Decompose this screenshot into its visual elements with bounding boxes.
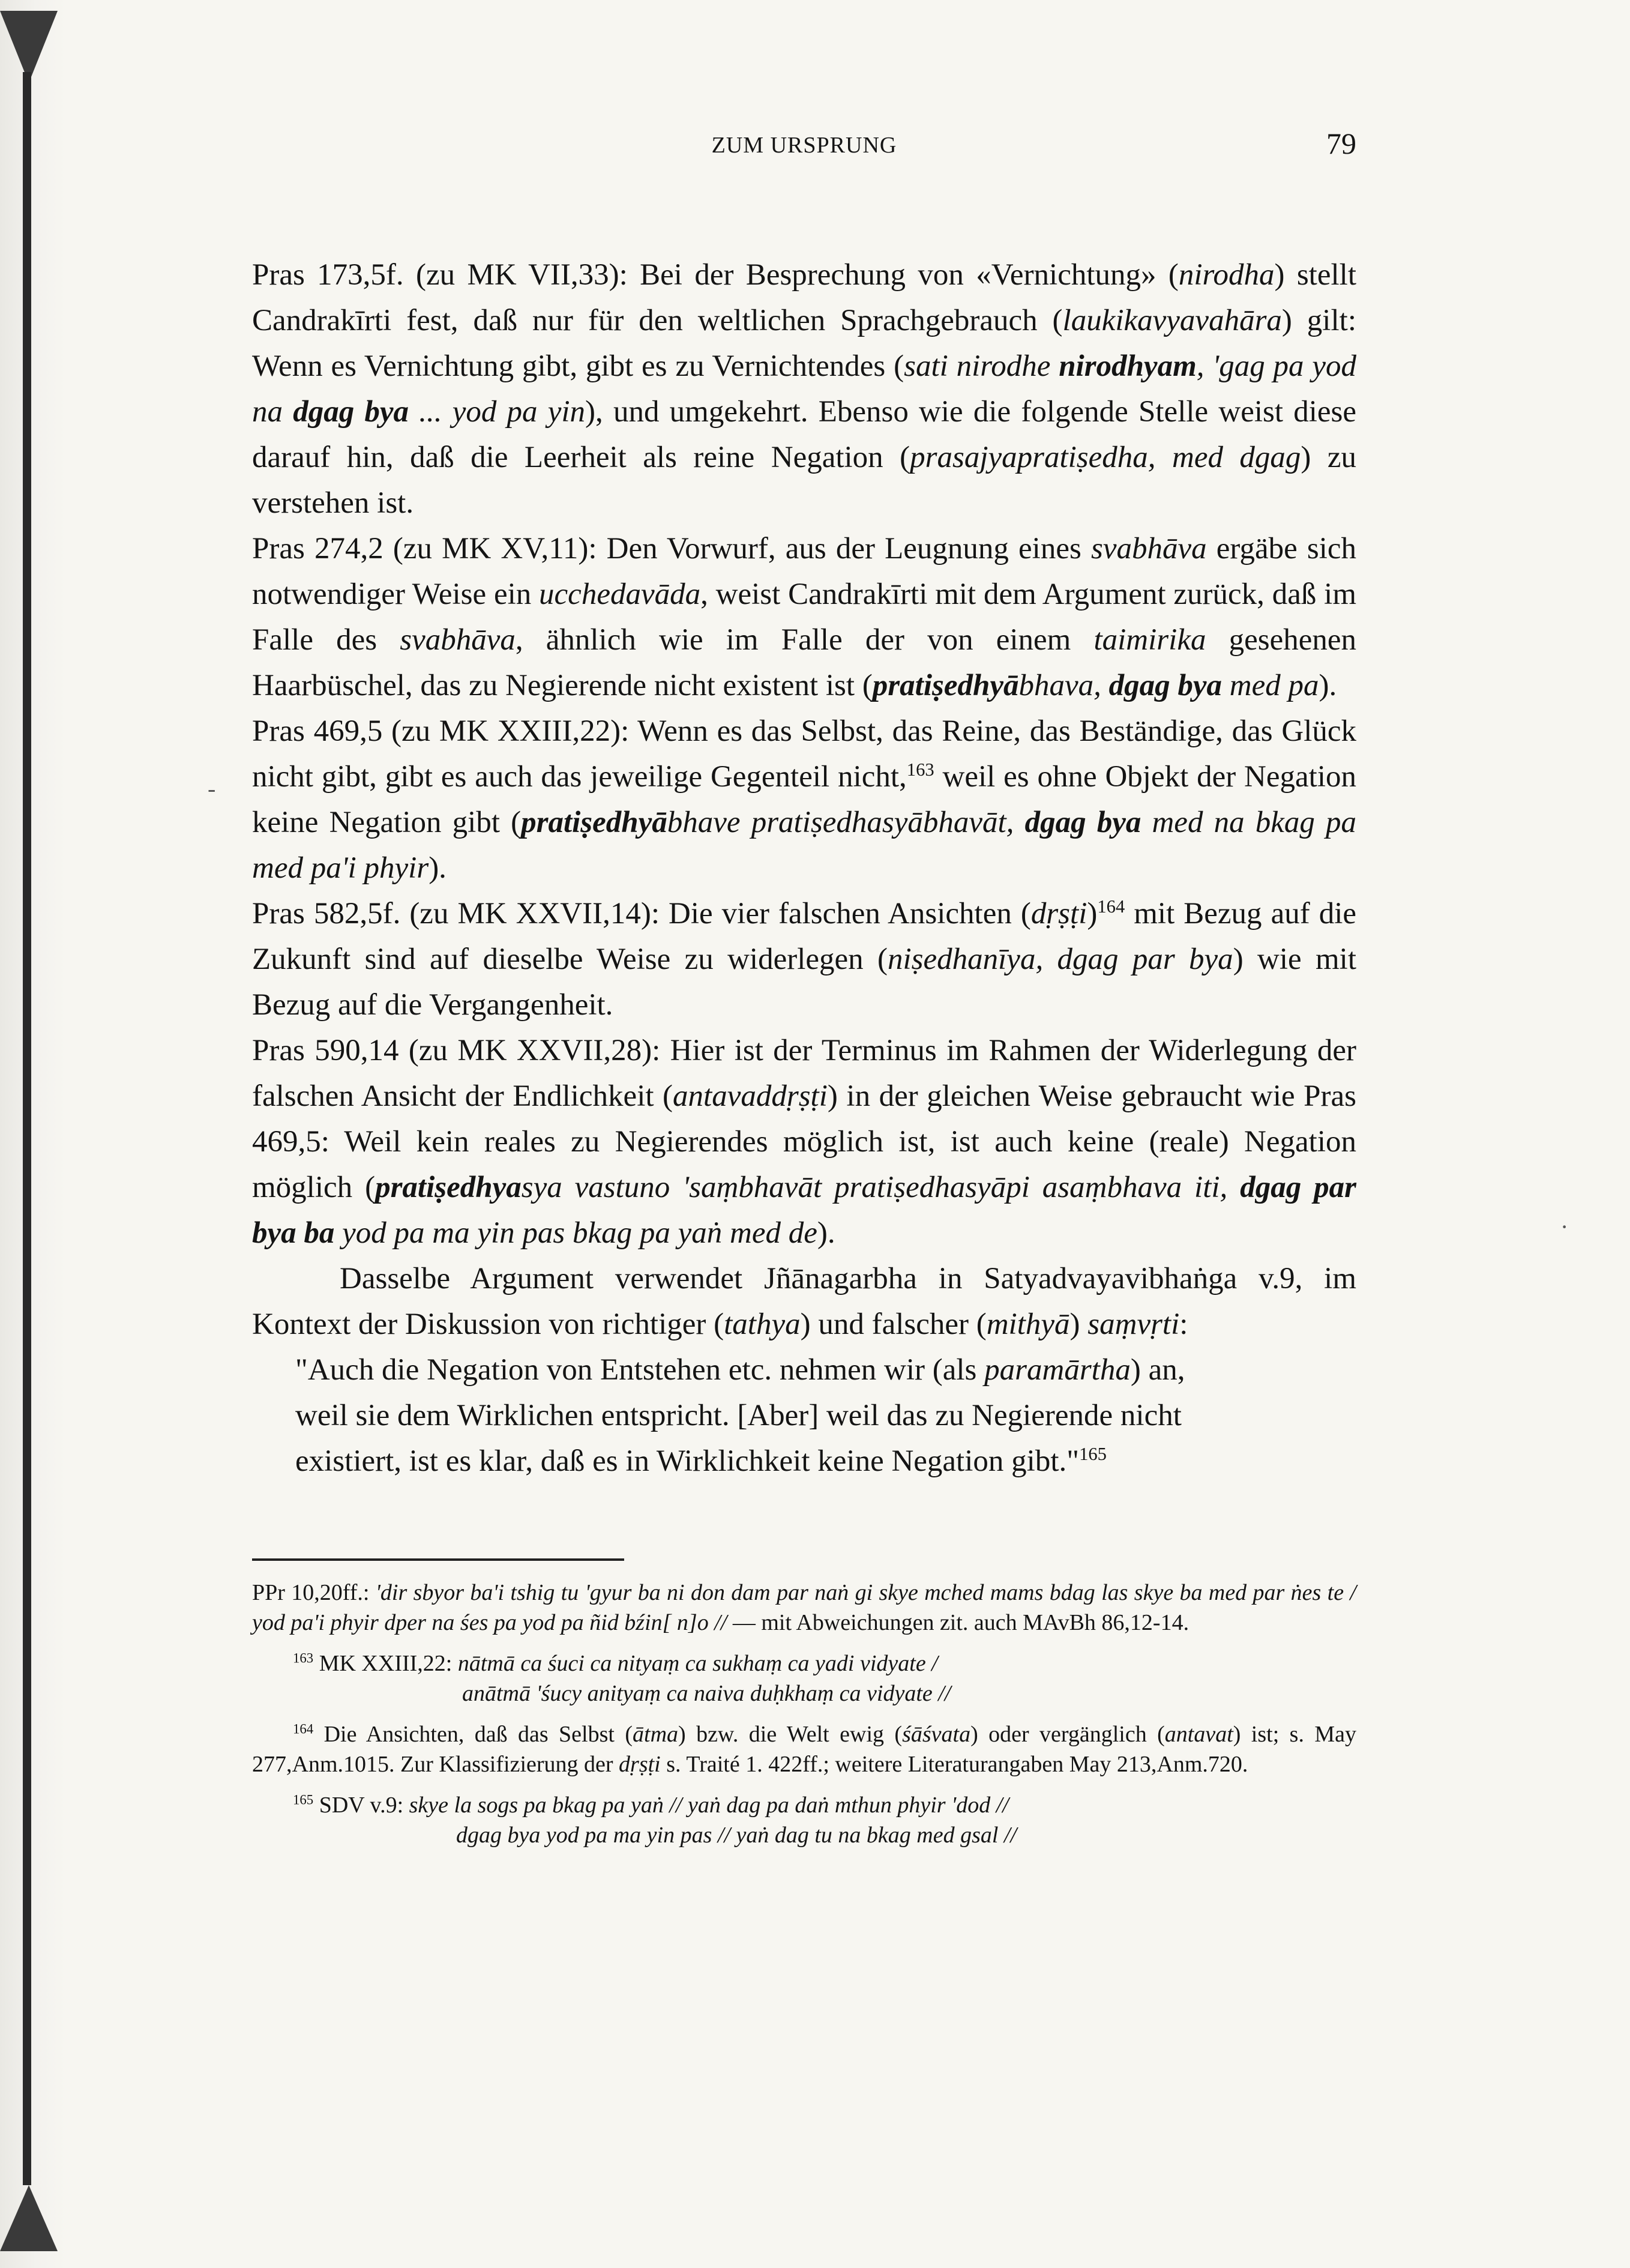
main-text bbox=[252, 252, 1356, 1484]
footnote-164: $^{164}$ Die Ansichten, daß das Selbst (ātma) bzw. die Welt ewig (śāśvata) oder vergänglich (antavat) ist; s. May 277,Anm.1015. Zur Klassifizierung der dṛṣṭi s. Traité 1. 422ff.; weitere Literaturangaben May 213,Anm.720. bbox=[252, 1721, 1356, 1777]
binding-edge-line bbox=[23, 72, 31, 2185]
footnote-ref-165: 165 bbox=[1079, 1444, 1107, 1464]
paragraph-pras-274: Pras 274,2 (zu MK XV,11): Den Vorwurf, aus der Leugnung eines svabhāva ergäbe sich notwendiger Weise ein ucchedavāda, weist Candrakīrti mit dem Argument zurück, daß im Falle des svabhāva, ähnlich wie im Falle der von einem taimirika gesehenen Haarbüschel, das zu Negierende nicht existent ist (pratiṣedhyābhava, dgag bya med pa). bbox=[252, 532, 1357, 702]
block-quote: "Auch die Negation von Entstehen etc. nehmen wir (als paramārtha) an, weil sie dem Wirklichen entspricht. [Aber] weil das zu Negierende nicht existiert, ist es klar, daß es in Wirklichkeit keine Negation gibt."$^{165}$ bbox=[295, 1353, 1185, 1478]
margin-dash-mark: - bbox=[208, 775, 216, 802]
binding-bottom-mark bbox=[0, 2185, 58, 2251]
book-binding-shadow bbox=[0, 0, 66, 2268]
footnote-165: $^{165}$ SDV v.9: skye la sogs pa bkag pa yaṅ // yaṅ dag pa daṅ mthun phyir 'dod // dgag bya yod pa ma yin pas // yaṅ dag tu na bkag med gsal // bbox=[293, 1792, 1017, 1848]
paragraph-pras-582: Pras 582,5f. (zu MK XXVII,14): Die vier falschen Ansichten (dṛṣṭi)$^{164}$ mit Bezug auf die Zukunft sind auf dieselbe Weise zu widerlegen (niṣedhanīya, dgag par bya) wie mit Bezug auf die Vergangenheit. bbox=[252, 896, 1356, 1022]
running-header bbox=[252, 126, 1356, 168]
footnote-continuation: PPr 10,20ff.: 'dir sbyor ba'i tshig tu 'gyur ba ni don dam par naṅ gi skye mched mams bdag las skye ba med par ṅes te / yod pa'i phyir dper na śes pa yod pa ñid bźin[ n]o // — mit Abweichungen zit. auch MAvBh 86,12-14. bbox=[252, 1580, 1356, 1635]
running-title: ZUM URSPRUNG bbox=[711, 133, 897, 158]
paragraph-pras-469: Pras 469,5 (zu MK XXIII,22): Wenn es das Selbst, das Reine, das Beständige, das Glück nicht gibt, gibt es auch das jeweilige Gegenteil nicht,$^{163}$ weil es ohne Objekt der Negation keine Negation gibt (pratiṣedhyābhave pratiṣedhasyābhavāt, dgag bya med na bkag pa med pa'i phyir). bbox=[252, 714, 1356, 885]
footnote-163: $^{163}$ MK XXIII,22: nātmā ca śuci ca nityaṃ ca sukhaṃ ca yadi vidyate / anātmā 'śucy anityaṃ ca naiva duḥkhaṃ ca vidyate // bbox=[293, 1650, 951, 1706]
paragraph-pras-173: Pras 173,5f. (zu MK VII,33): Bei der Besprechung von «Vernichtung» (nirodha) stellt Candrakīrti fest, daß nur für den weltlichen Sprachgebrauch (laukikavyavahāra) gilt: Wenn es Vernichtung gibt, gibt es zu Vernichtendes (sati nirodhe nirodhyam, 'gag pa yod na dgag bya ... yod pa yin), und umgekehrt. Ebenso wie die folgende Stelle weist diese darauf hin, daß die Leerheit als reine Negation (prasajyapratiṣedha, med dgag) zu verstehen ist. bbox=[252, 258, 1357, 520]
footnotes bbox=[252, 1578, 1356, 1861]
footnote-ref-163: 163 bbox=[906, 759, 934, 780]
paragraph-pras-590: Pras 590,14 (zu MK XXVII,28): Hier ist der Terminus im Rahmen der Widerlegung der falschen Ansicht der Endlichkeit (antavaddṛṣṭi) in der gleichen Weise gebraucht wie Pras 469,5: Weil kein reales zu Negierendes möglich ist, ist auch keine (reale) Negation möglich (pratiṣedhyasya vastuno 'saṃbhavāt pratiṣedhasyāpi asaṃbhava iti, dgag par bya ba yod pa ma yin pas bkag pa yaṅ med de). bbox=[252, 1034, 1356, 1250]
margin-dot-mark: · bbox=[1560, 1213, 1569, 1240]
footnote-separator bbox=[252, 1558, 624, 1561]
paragraph-jnanagarbha: Dasselbe Argument verwendet Jñānagarbha in Satyadvayavibhaṅga v.9, im Kontext der Diskussion von richtiger (tathya) und falscher (mithyā) saṃvṛti: bbox=[252, 1262, 1356, 1341]
page-number: 79 bbox=[1326, 127, 1356, 160]
footnote-ref-164: 164 bbox=[1097, 896, 1125, 917]
